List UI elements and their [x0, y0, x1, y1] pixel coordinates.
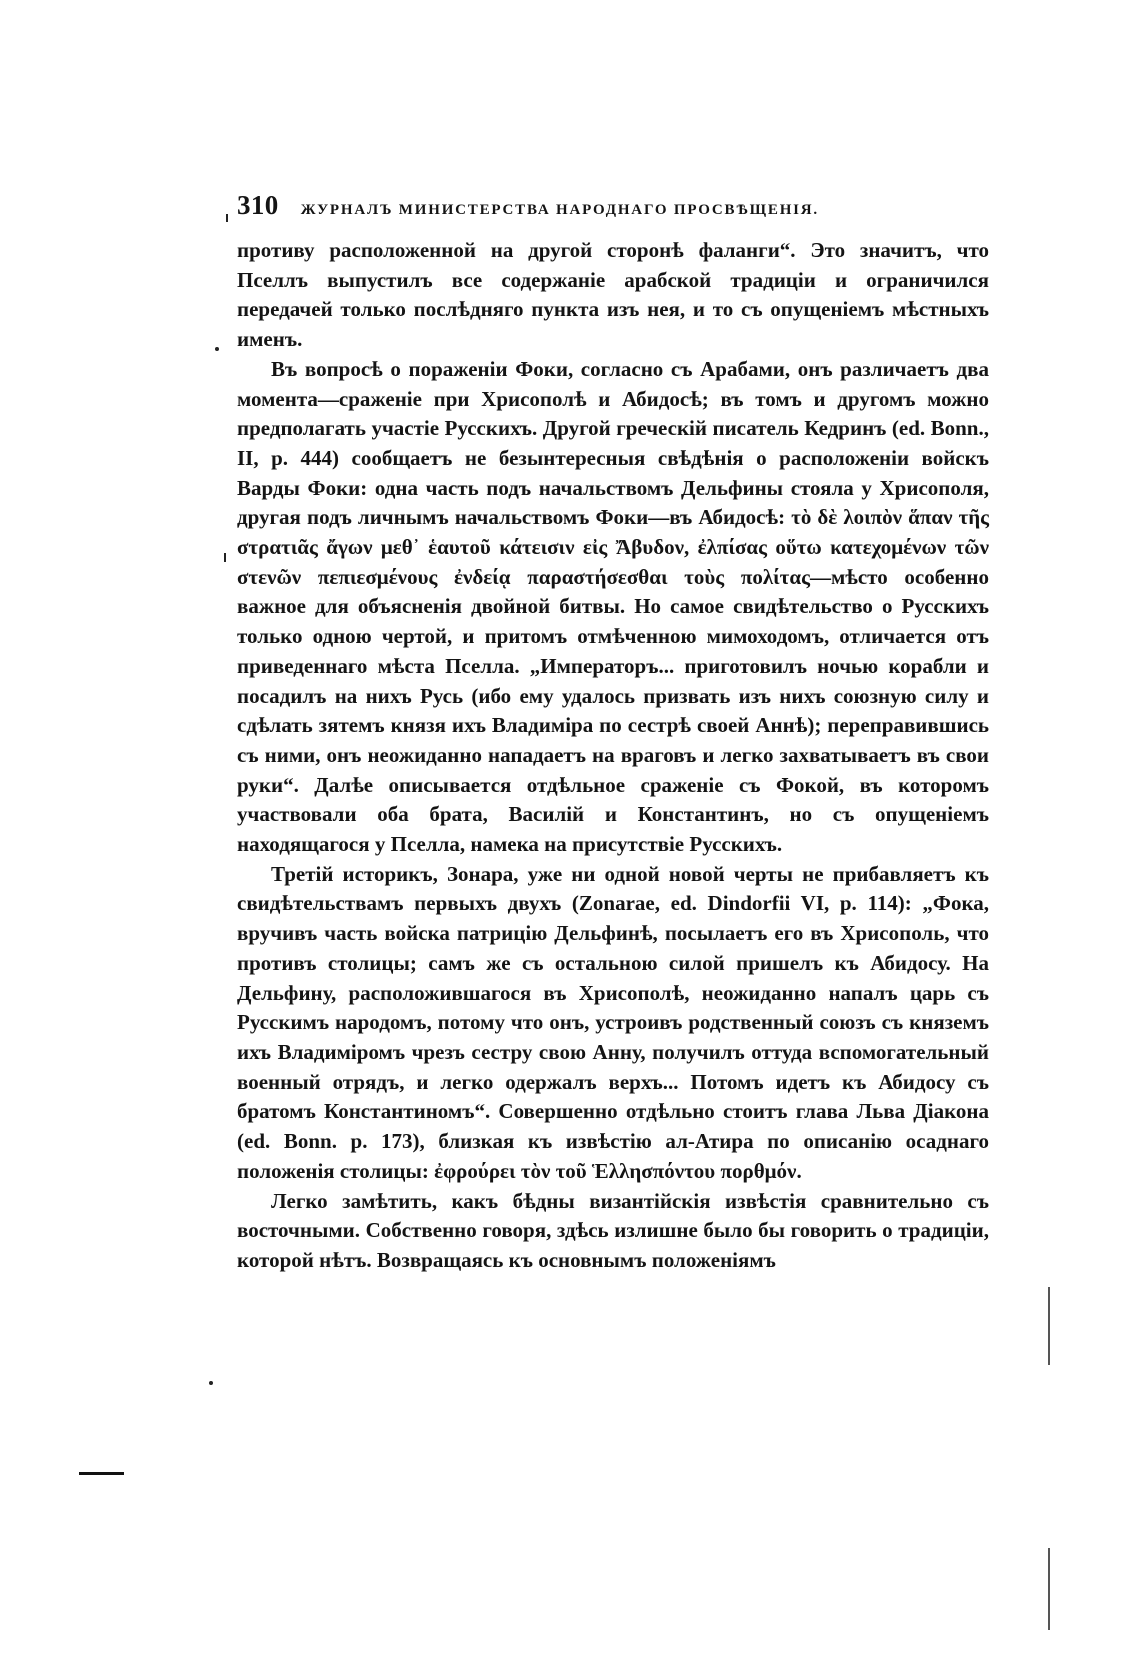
paragraph-zonaras: Третій историкъ, Зонара, уже ни одной новой черты не прибавляетъ къ свидѣтельствамъ первыхъ двухъ (Zonarae, ed. Dindorfii VI, p. 114): „Фока, вручивъ часть войска патрицію Дельфинѣ, посылаетъ его въ Хрисополь, что противъ столицы; самъ же съ остальною силой пришелъ къ Абидосу. На Дельфину, расположившагося въ Хрисополѣ, неожиданно напалъ царь съ Русскимъ народомъ, потому что онъ, устроивъ родственный союзъ съ княземъ ихъ Владиміромъ чрезъ сестру свою Анну, получилъ оттуда вспомогательный военный отрядъ, и легко одержалъ верхъ... Потомъ идетъ къ Абидосу съ братомъ Константиномъ“. Совершенно отдѣльно стоитъ глава Льва Діакона (ed. Bonn. p. 173), близкая къ извѣстію ал-Атира по описанію осаднаго положенія столицы: ἐφρούρει τὸν τοῦ Ἑλλησπόντου πορθμόν. [237, 861, 989, 1183]
scan-margin-dot [209, 1381, 213, 1385]
paragraph-continuation: противу расположенной на другой сторонѣ фаланги“. Это значитъ, что Пселлъ выпустилъ все содержаніе арабской традиціи и ограничился передачей только послѣдняго пункта изъ нея, и то съ опущеніемъ мѣстныхъ именъ. [237, 238, 989, 352]
main-text-block [237, 236, 989, 1276]
scan-right-edge-line [1048, 1287, 1050, 1365]
paragraph-byzantine-sources: Легко замѣтить, какъ бѣдны византійскія извѣстія сравнительно съ восточными. Собственно говоря, здѣсь излишне было бы говорить о традиціи, которой нѣтъ. Возвращаясь къ основнымъ положеніямъ [237, 1188, 989, 1272]
scan-margin-dot [215, 347, 219, 351]
journal-title: ЖУРНАЛЪ МИНИСТЕРСТВА НАРОДНАГО ПРОСВѢЩЕНІЯ. [300, 202, 819, 218]
page-number: 310 [237, 190, 279, 220]
scan-margin-mark [224, 553, 226, 562]
scan-right-edge-line [1048, 1548, 1050, 1630]
scan-edge-dash [79, 1472, 124, 1475]
paragraph-pselle-russians: Въ вопросѣ о пораженіи Фоки, согласно съ Арабами, онъ различаетъ два момента—сраженіе при Хрисополѣ и Абидосѣ; въ томъ и другомъ можно предполагать участіе Русскихъ. Другой греческій писатель Кедринъ (ed. Bonn., II, p. 444) сообщаетъ не безынтересныя свѣдѣнія о расположеніи войскъ Варды Фоки: одна часть подъ начальствомъ Дельфины стояла у Хрисополя, другая подъ личнымъ начальствомъ Фоки—въ Абидосѣ: τὸ δὲ λοιπὸν ἅπαν τῆς στρατιᾶς ἄγων μεθ᾽ ἑαυτοῦ κάτεισιν εἰς Ἄβυδον, ἐλπίσας οὕτω κατεχομένων τῶν στενῶν πεπιεσμένους ἐνδείᾳ παραστήσεσθαι τοὺς πολίτας—мѣсто особенно важное для объясненія двойной битвы. Но самое свидѣтельство о Русскихъ только одною чертой, и притомъ отмѣченною мимоходомъ, отличается отъ приведеннаго мѣста Пселла. „Императоръ... приготовилъ ночью корабли и посадилъ на нихъ Русь (ибо ему удалось призвать изъ нихъ союзную силу и сдѣлать зятемъ князя ихъ Владиміра по сестрѣ своей Аннѣ); переправившись съ ними, онъ неожиданно нападаетъ на враговъ и легко захватываетъ въ свои руки“. Далѣе описывается отдѣльное сраженіе съ Фокой, въ которомъ участвовали оба брата, Василій и Константинъ, но съ опущеніемъ находящагося у Пселла, намека на присутствіе Русскихъ. [237, 356, 989, 857]
running-header [237, 190, 997, 228]
scan-margin-mark [226, 214, 228, 222]
